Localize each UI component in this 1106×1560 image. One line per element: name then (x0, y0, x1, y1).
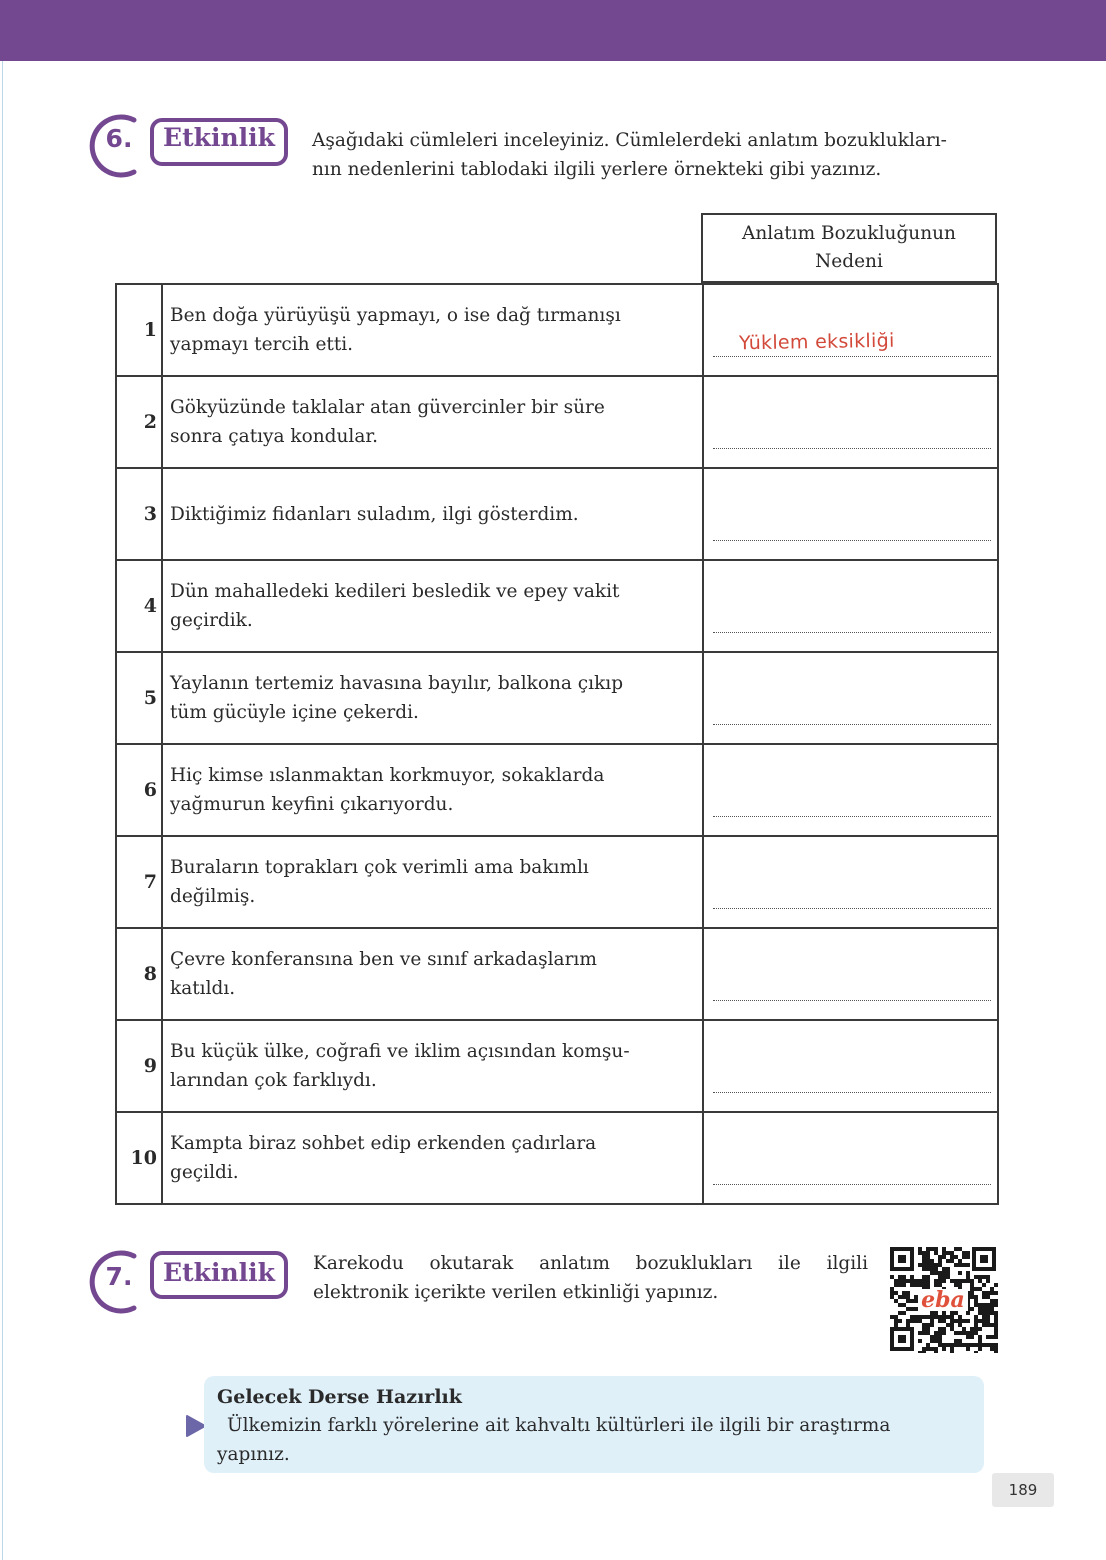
row-number: 2 (143, 411, 157, 433)
page-number: 189 (992, 1473, 1054, 1507)
answer-field[interactable] (713, 1113, 991, 1203)
row-number: 10 (130, 1147, 157, 1169)
sentence-line: sonra çatıya kondular. (170, 426, 379, 447)
answer-field[interactable] (713, 561, 991, 651)
top-header-bar (0, 0, 1106, 61)
row-sentence (170, 929, 695, 1019)
dotted-answer-line (713, 540, 991, 541)
eba-qr-code[interactable] (888, 1245, 998, 1353)
answer-field[interactable] (713, 469, 991, 559)
sentence-line: Diktiğimiz fidanları suladım, ilgi gösterdim. (170, 503, 579, 525)
sentence-line: Kampta biraz sohbet edip erkenden çadırlara (170, 1133, 597, 1154)
header-line: Nedeni (815, 251, 883, 272)
row-sentence (170, 469, 695, 559)
sentence-line: Hiç kimse ıslanmaktan korkmuyor, sokaklarda (170, 765, 605, 786)
dotted-answer-line (713, 356, 991, 357)
row-number: 3 (143, 503, 157, 525)
sentence-line: geçildi. (170, 1162, 239, 1183)
table-row (117, 927, 997, 1019)
row-number: 4 (143, 595, 157, 617)
row-sentence (170, 745, 695, 835)
sentence-line: yapmayı tercih etti. (170, 334, 354, 355)
table-body (115, 283, 999, 1205)
sentence-line: Ben doğa yürüyüşü yapmayı, o ise dağ tırmanışı (170, 305, 621, 326)
sentence-line: geçirdik. (170, 610, 253, 631)
eba-logo: eba (921, 1287, 965, 1313)
dotted-answer-line (713, 1184, 991, 1185)
dotted-answer-line (713, 1000, 991, 1001)
answer-field[interactable] (713, 745, 991, 835)
header-line: Anlatım Bozukluğunun (742, 223, 956, 244)
table-row (117, 467, 997, 559)
sentence-line: katıldı. (170, 978, 236, 999)
dotted-answer-line (713, 816, 991, 817)
dotted-answer-line (713, 724, 991, 725)
row-sentence (170, 285, 695, 375)
activity-number: 7. (105, 1262, 133, 1291)
row-number: 8 (143, 963, 157, 985)
row-sentence (170, 653, 695, 743)
answer-field[interactable] (713, 377, 991, 467)
sentence-line: Buraların toprakları çok verimli ama bakımlı (170, 857, 589, 878)
prep-line: Ülkemizin farklı yörelerine ait kahvaltı kültürleri ile ilgili bir araştırma (227, 1415, 891, 1436)
prep-text (217, 1411, 970, 1469)
instruction-line: Karekodu okutarak anlatım bozuklukları ile ilgili (313, 1253, 868, 1274)
instruction-line: elektronik içerikte verilen etkinliği yapınız. (313, 1282, 719, 1303)
dotted-answer-line (713, 448, 991, 449)
sentence-line: Yaylanın tertemiz havasına bayılır, balkona çıkıp (170, 673, 624, 694)
row-sentence (170, 561, 695, 651)
row-sentence (170, 1113, 695, 1203)
answer-field[interactable] (713, 653, 991, 743)
table-row (117, 283, 997, 375)
answer-field[interactable] (713, 929, 991, 1019)
sentence-line: yağmurun keyfini çıkarıyordu. (170, 794, 454, 815)
sentence-line: Bu küçük ülke, coğrafi ve iklim açısından komşu- (170, 1041, 630, 1062)
table-row (117, 375, 997, 467)
prep-line: yapınız. (217, 1444, 290, 1465)
next-lesson-prep-box (204, 1376, 984, 1473)
activity-6-badge (88, 112, 300, 178)
row-number: 7 (143, 871, 157, 893)
row-number: 6 (143, 779, 157, 801)
instruction-line: nın nedenlerini tablodaki ilgili yerlere örnekteki gibi yazınız. (312, 159, 882, 180)
row-number: 1 (143, 319, 157, 341)
answer-field[interactable] (713, 837, 991, 927)
answer-field[interactable] (713, 1021, 991, 1111)
sentence-line: Çevre konferansına ben ve sınıf arkadaşlarım (170, 949, 597, 970)
handwritten-answer: Yüklem eksikliği (738, 329, 895, 355)
row-sentence (170, 837, 695, 927)
dotted-answer-line (713, 908, 991, 909)
sentence-line: Gökyüzünde taklalar atan güvercinler bir süre (170, 397, 605, 418)
sentence-line: değilmiş. (170, 886, 256, 907)
table-row (117, 743, 997, 835)
sentence-line: Dün mahalledeki kedileri besledik ve epey vakit (170, 581, 620, 602)
table-row (117, 1019, 997, 1111)
activity-number: 6. (105, 124, 133, 153)
sentence-line: larından çok farklıydı. (170, 1070, 377, 1091)
dotted-answer-line (713, 632, 991, 633)
qr-code-icon (888, 1245, 998, 1353)
activity-label: Etkinlik (163, 1258, 275, 1287)
dotted-answer-line (713, 1092, 991, 1093)
table-row (117, 835, 997, 927)
table-row (117, 651, 997, 743)
row-sentence (170, 377, 695, 467)
row-number: 5 (143, 687, 157, 709)
row-number: 9 (143, 1055, 157, 1077)
answer-field[interactable] (713, 285, 991, 375)
prep-title: Gelecek Derse Hazırlık (217, 1386, 462, 1408)
table-row (117, 1111, 997, 1203)
activity-label: Etkinlik (163, 123, 275, 152)
left-margin-rule (2, 61, 3, 1560)
activity-7-badge (88, 1248, 300, 1314)
activity-6-instructions (312, 126, 1012, 184)
table-header-cell (701, 213, 997, 283)
row-sentence (170, 1021, 695, 1111)
instruction-line: Aşağıdaki cümleleri inceleyiniz. Cümlelerdeki anlatım bozuklukları- (312, 130, 947, 151)
sentence-line: tüm gücüyle içine çekerdi. (170, 702, 419, 723)
activity-7-instructions (313, 1249, 868, 1307)
table-row (117, 559, 997, 651)
